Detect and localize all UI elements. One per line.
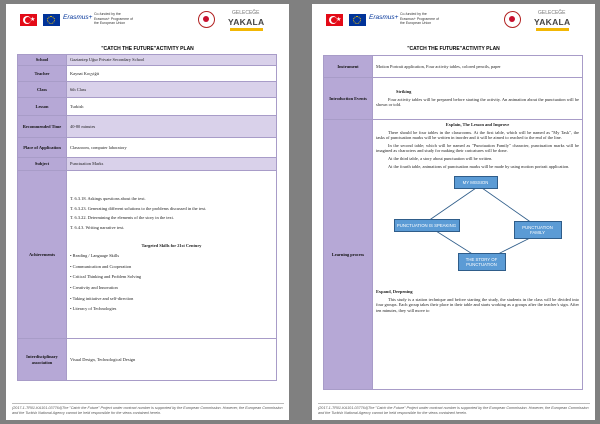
page-title: "CATCH THE FUTURE"ACTIVITY PLAN [407,46,500,52]
time-value: 40-80 minutes [67,116,277,138]
diagram-node-my-mission: MY MISSION [454,176,498,189]
footer-disclaimer: (2017-1-TR01-KA101-037764)The "Catch the Future" Project under contract number is supported by the European Commission. However, the European Commission and the Turkish National Agency cannot be held responsible for the views contained herein. [12,403,284,416]
striking-title: Striking [396,89,412,95]
turkey-flag-icon: ★ [20,14,37,26]
interdisciplinary-label: Interdisciplinary association [18,339,67,381]
paragraph: At the third table, a story about punctuation will be written. [388,155,493,161]
skill-item: • Taking initiative and self-direction [70,295,134,301]
time-label: Recommended Time [18,116,67,138]
expand-title: Expand, Deepening [376,289,413,295]
diagram-node-punctuation-family: PUNCTUATION FAMILY [514,221,562,239]
place-label: Place of Application [18,138,67,158]
paragraph: At the fourth table, animations of punctuation marks will be made by using motion portrait application. [388,163,570,169]
document-page-2 [312,4,595,420]
learning-process-label: Learning process [324,120,373,390]
striking-text: Four activity tables will be prepared before starting the activity. An animation about the punctuation will be shown or told. [376,96,579,108]
teacher-label: Teacher [18,66,67,82]
lesson-label: Lesson [18,98,67,116]
paragraph: In the second table; which will be named as "Punctuation Family" character, punctuation marks will be imagined as characters and study for making their caricatures will be done. [376,142,579,154]
activity-plan-table [323,55,583,390]
learning-process-cell [373,120,583,390]
diagram-node-punctuation-speaking: PUNCTUATION IS SPEAKING [394,219,460,232]
skill-item: • Communication and Cooperation [70,263,132,269]
paragraph: There should be four tables in the classrooms. At the first table, which will be named as "My Task", the tasks of punctuation marks will be written in inorder and it will be aimed to reached to the end of the line. [376,129,579,141]
achievements-cell [67,171,277,339]
class-value: 6th Class [67,82,277,98]
skill-item: • Literacy of Technologies [70,306,117,312]
school-label: School [18,55,67,66]
skill-item: • Creativity and Innovation [70,284,118,290]
eu-flag-icon [349,14,366,26]
cofunded-text: Co-funded by the Erasmus+ Programme of the European Union [94,12,133,25]
project-logo: GELECEĞE YAKALA [228,10,266,32]
activity-plan-table [17,54,277,381]
erasmus-logo: Erasmus+ [63,14,93,21]
subject-value: Punctuation Marks [67,158,277,171]
logo-header [312,10,595,42]
skill-item: • Reading / Language Skills [70,253,120,259]
footer-disclaimer: (2017-1-TR01-KA101-037764)The "Catch the Future" Project under contract number is supported by the European Commission. However, the European Commission and the Turkish National Agency cannot be held responsible for the views contained herein. [318,403,590,416]
introduction-label: Introduction Events [324,78,373,120]
achievement-item: T. 6.3.22. Determining the elements of the story in the text. [70,215,174,221]
logo-header [6,10,289,42]
subject-label: Subject [18,158,67,171]
instrument-value: Motion Portrait application, Four activity tables, colored pencils, paper [373,56,583,78]
turkey-flag-icon: ★ [326,14,343,26]
teacher-value: Kaynat Koçyiğit [67,66,277,82]
lesson-value: Turkish [67,98,277,116]
skills-title: Targeted Skills for 21st Century [141,242,202,248]
explain-title: Explain, The Lesson and Improve [445,122,510,127]
project-logo: GELECEĞE YAKALA [534,10,572,32]
class-label: Class [18,82,67,98]
cofunded-text: Co-funded by the Erasmus+ Programme of the European Union [400,12,439,25]
school-value: Gaziantep Uğur Private Secondary School [67,55,277,66]
expand-text: This study is a station technique and before starting the study, the students in the class will be divided into four groups. Each group takes their place in their table and starts working as a groups after the teacher's sign. After ten minutes, they will move to [376,296,579,313]
school-seal-icon [198,11,215,28]
achievement-item: T. 6.3.18. Askings questions about the text. [70,196,146,202]
eu-flag-icon [43,14,60,26]
achievement-item: T. 6.3.23. Generating different solutions to the problems discussed in the text. [70,205,207,211]
introduction-cell [373,78,583,120]
skill-item: • Critical Thinking and Problem Solving [70,274,142,280]
achievement-item: T. 6.4.3. Writing narrative text. [70,225,125,231]
interdisciplinary-value: Visual Design, Technological Design [67,339,277,381]
document-page-1 [6,4,289,420]
instrument-label: Instrument [324,56,373,78]
place-value: Classroom, computer laboratory [67,138,277,158]
stations-diagram [392,173,564,285]
achievements-label: Achievements [18,171,67,339]
page-title: "CATCH THE FUTURE"ACTIVITY PLAN [101,46,194,52]
school-seal-icon [504,11,521,28]
diagram-node-story: THE STORY OF PUNCTUATION [458,253,506,271]
erasmus-logo: Erasmus+ [369,14,399,21]
